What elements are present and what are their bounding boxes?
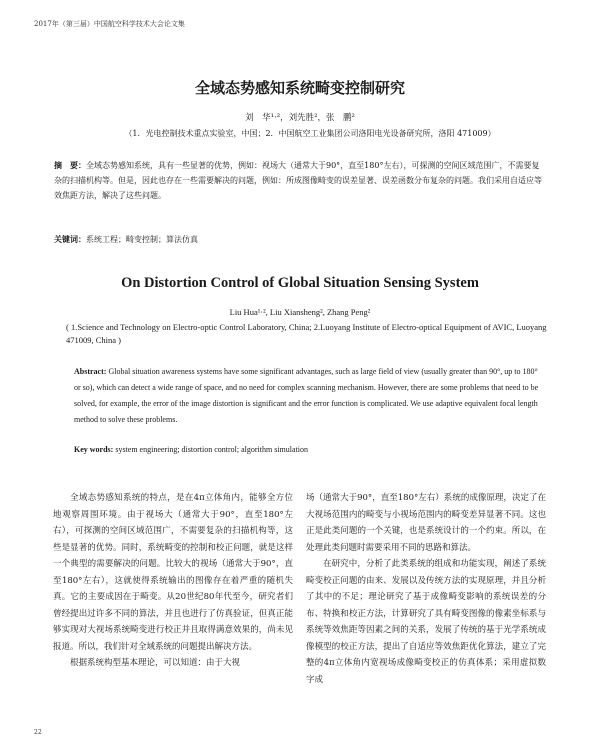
english-keywords xyxy=(74,445,544,454)
page-number: 22 xyxy=(34,729,42,736)
chinese-keywords-text: 系统工程；畸变控制；算法仿真 xyxy=(86,235,198,244)
english-title: On Distortion Control of Global Situation Sensing System xyxy=(121,275,479,291)
english-authors: Liu Hua¹·², Liu Xiansheng², Zhang Peng² xyxy=(229,307,371,317)
body-right-column xyxy=(306,490,546,688)
body-paragraph: 根据系统构型基本理论，可以知道：由于大视 xyxy=(70,658,241,668)
chinese-keywords xyxy=(54,234,546,245)
english-keywords-label: Key words: xyxy=(74,445,114,454)
english-keywords-text: system engineering; distortion control; algorithm simulation xyxy=(115,445,308,454)
body-left-column xyxy=(53,490,293,672)
body-paragraph: 场（通常大于90°，直至180°左右）系统的成像原理，决定了在大视场范围内的畸变与小视场范围内的畸变差异显著不同。这也正是此类问题的一个关键，也是系统设计的一个约束。所以，在处理此类问题时需要采用不同的思路和算法。 xyxy=(306,493,546,553)
english-abstract-text: Global situation awareness systems have some significant advantages, such as large field of view (usually greater than 90°, up to 180° or so), which can detect a wide range of space, and no need for complex scanning mechanism. However, there are some problems that need to be solved, for example, the error of the image distortion is significant and the error function is complicated. We use adaptive equivalent focal length method to solve these problems. xyxy=(74,367,539,424)
english-affiliation: ( 1.Science and Technology on Electro-optic Control Laboratory, China; 2.Luoyang Institute of Electro-optical Equipment of AVIC, Luoyang 471009, China ) xyxy=(66,322,547,345)
chinese-abstract xyxy=(54,158,546,203)
english-abstract-label: Abstract: xyxy=(74,367,107,376)
chinese-affiliation: （1．光电控制技术重点实验室，中国；2．中国航空工业集团公司洛阳电光设备研究所，洛阳 471009） xyxy=(124,129,496,138)
chinese-authors: 刘 华¹·²，刘先胜²，张 鹏² xyxy=(245,113,355,123)
chinese-title: 全域态势感知系统畸变控制研究 xyxy=(194,79,405,97)
chinese-abstract-text: 全域态势感知系统，具有一些显著的优势，例如：视场大（通常大于90°，直至180°左右），可探测的空间区域范围广，不需要复杂的扫描机构等。但是，因此也存在一些需要解决的问题，例如：所成图像畸变的误差显著、误差函数分布复杂的问题。我们采用自适应等效焦距方法，解决了这些问题。 xyxy=(54,161,542,200)
chinese-keywords-label: 关键词： xyxy=(54,234,86,244)
body-paragraph: 全域态势感知系统的特点，是在4π立体角内，能够全方位地观察周围环境。由于视场大（通常大于90°，直至180°左右），可探测的空间区域范围广，不需要复杂的扫描机构等，这些是显著的优势。同时，系统畸变的控制和校正问题，就是这样一个典型的需要解决的问题。比较大的视场（通常大于90°，直至180°左右），这就使得系统输出的图像存在着严重的随机失真。它的主要成因在于畸变。从20世纪80年代至今，研究者们曾经提出过许多不同的算法，并且也进行了仿真验证，但真正能够实现对大视场系统畸变进行校正并且取得满意效果的，尚未见报道。所以，我们针对全域系统的问题提出解决方法。 xyxy=(53,493,293,652)
running-head: 2017年（第三届）中国航空科学技术大会论文集 xyxy=(34,20,185,28)
body-paragraph: 在研究中，分析了此类系统的组成和功能实现，阐述了系统畸变校正问题的由来、发展以及传统方法的实现原理，并且分析了其中的不足；理论研究了基于成像畸变影响的系统误差的分布、特换和校正方法，计算研究了具有畸变图像的像素坐标系与系统等效焦距等因素之间的关系，发展了传统的基于光学系统成像模型的校正方法，提出了自适应等效焦距优化算法，建立了完整的4π立体角内宽视场成像畸变校正的仿真体系；采用虚拟数字成 xyxy=(306,559,546,685)
chinese-abstract-label: 摘 要： xyxy=(54,160,86,170)
english-abstract xyxy=(74,364,544,428)
